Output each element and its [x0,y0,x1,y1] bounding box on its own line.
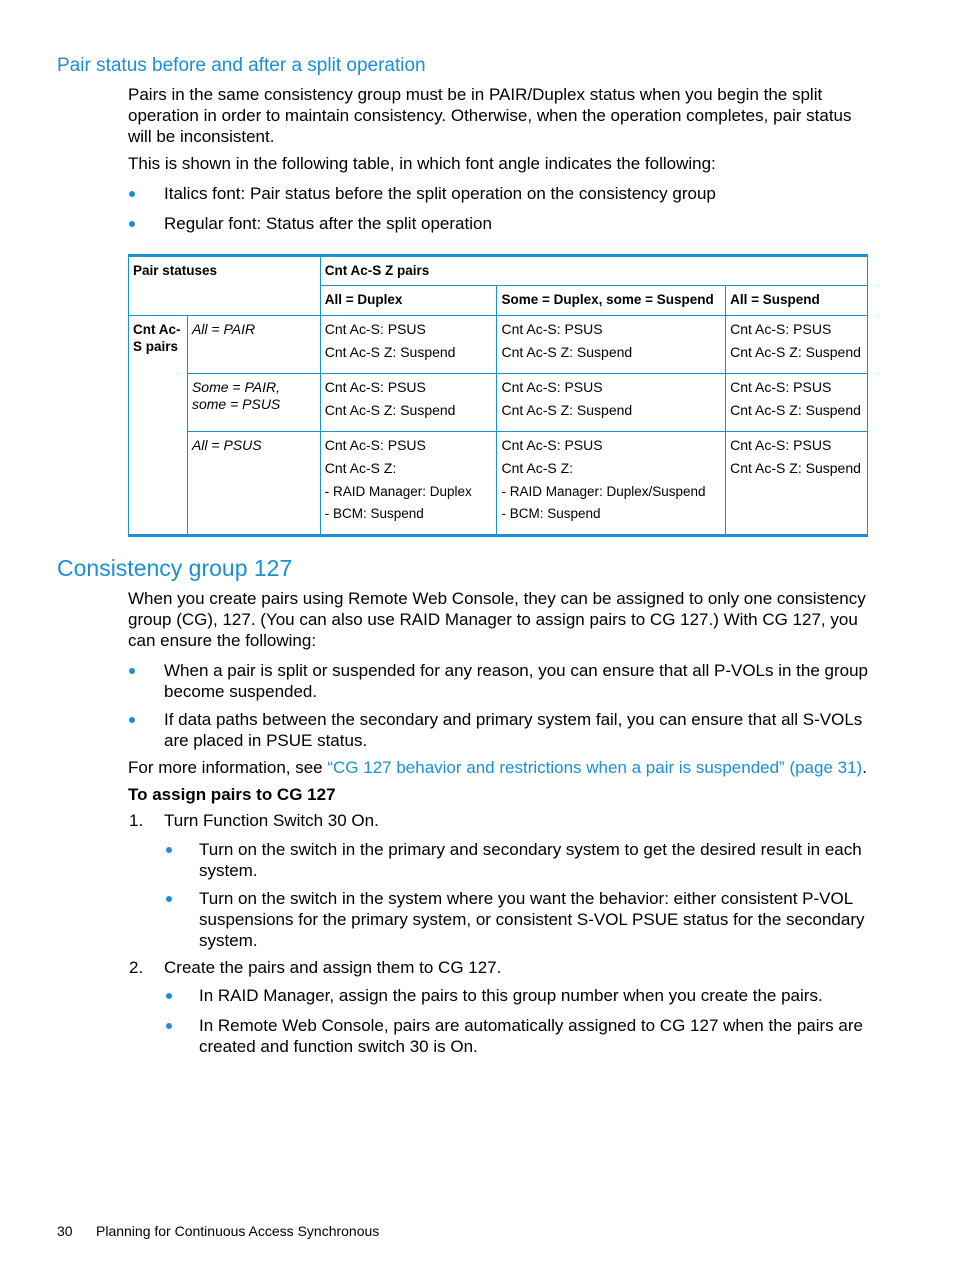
cell-line: Cnt Ac-S Z: Suspend [730,344,861,360]
cell-line: Cnt Ac-S: PSUS [324,437,426,453]
section-heading: Pair status before and after a split operation [57,55,426,76]
cell-line: - RAID Manager: Duplex [324,484,472,499]
list-item: If data paths between the secondary and primary system fail, you can ensure that all S-VOLs are placed in PSUE status. [164,710,863,750]
procedure-title: To assign pairs to CG 127 [128,785,336,804]
step-number: 2. [129,958,144,977]
row-group-label: Cnt Ac-S pairs [129,316,188,536]
table-cell [497,374,726,432]
bullet-icon [166,847,172,853]
table-cell [320,374,497,432]
cell-line: - RAID Manager: Duplex/Suspend [501,484,706,499]
header-z-pairs: Cnt Ac-S Z pairs [320,256,867,286]
cell-line: Cnt Ac-S Z: Suspend [324,344,456,360]
more-info-paragraph [128,757,868,778]
table-row [129,316,868,374]
cell-line: Cnt Ac-S: PSUS [324,321,426,337]
bullet-icon [166,896,172,902]
table-row [129,374,868,432]
table-cell [497,316,726,374]
list-item: In Remote Web Console, pairs are automatically assigned to CG 127 when the pairs are created and function switch 30 is On. [199,1016,863,1056]
cell-line: Cnt Ac-S: PSUS [730,321,832,337]
cell-line: Cnt Ac-S Z: Suspend [730,460,861,476]
table-cell [320,432,497,536]
list-item: When a pair is split or suspended for any reason, you can ensure that all P-VOLs in the group become suspended. [164,661,869,701]
step-text: Turn Function Switch 30 On. [164,811,379,830]
row-label: All = PAIR [187,316,320,374]
cell-line: - BCM: Suspend [501,506,601,521]
more-info-prefix: For more information, see [128,758,328,777]
table-cell [726,432,868,536]
page-number: 30 [57,1223,73,1239]
cell-line: Cnt Ac-S: PSUS [730,437,832,453]
bullet-icon [166,993,172,999]
paragraph: This is shown in the following table, in which font angle indicates the following: [128,154,716,173]
bullet-icon [129,191,135,197]
cell-line: Cnt Ac-S Z: Suspend [501,402,633,418]
section-heading: Consistency group 127 [57,555,293,581]
list-item: In RAID Manager, assign the pairs to this group number when you create the pairs. [199,986,823,1005]
cell-line: Cnt Ac-S: PSUS [324,379,426,395]
bullet-icon [129,221,135,227]
list-item: Turn on the switch in the primary and secondary system to get the desired result in each system. [199,840,862,880]
bullet-icon [166,1023,172,1029]
table-row [129,432,868,536]
step-text: Create the pairs and assign them to CG 127. [164,958,502,977]
column-header: Some = Duplex, some = Suspend [497,286,726,316]
cell-line: Cnt Ac-S: PSUS [730,379,832,395]
cell-line: Cnt Ac-S Z: [501,460,574,476]
list-item: Italics font: Pair status before the split operation on the consistency group [164,184,716,203]
row-label: Some = PAIR, some = PSUS [187,374,320,432]
list-item: Regular font: Status after the split operation [164,214,492,233]
table-cell [497,432,726,536]
list-item: Turn on the switch in the system where you want the behavior: either consistent P-VOL suspensions for the primary system, or consistent S-VOL PSUE status for the secondary system. [199,889,865,950]
cell-line: Cnt Ac-S: PSUS [501,437,603,453]
cell-line: Cnt Ac-S Z: Suspend [324,402,456,418]
footer-chapter: Planning for Continuous Access Synchronous [96,1223,380,1239]
cell-line: Cnt Ac-S: PSUS [501,321,603,337]
pair-status-table [128,254,868,537]
cell-line: Cnt Ac-S Z: Suspend [501,344,633,360]
row-label: All = PSUS [187,432,320,536]
table-cell [320,316,497,374]
cell-line: - BCM: Suspend [324,506,424,521]
column-header: All = Suspend [726,286,868,316]
header-pair-statuses: Pair statuses [129,256,321,316]
bullet-icon [129,668,135,674]
cross-reference-link[interactable]: “CG 127 behavior and restrictions when a pair is suspended” (page 31) [327,758,863,777]
cell-line: Cnt Ac-S Z: [324,460,397,476]
cell-line: Cnt Ac-S Z: Suspend [730,402,861,418]
column-header: All = Duplex [320,286,497,316]
more-info-suffix: . [862,758,867,777]
bullet-icon [129,717,135,723]
table-cell [726,316,868,374]
paragraph: When you create pairs using Remote Web Console, they can be assigned to only one consistency group (CG), 127. (You can also use RAID Manager to assign pairs to CG 127.) With CG 127, you can ensure the following: [128,589,866,650]
cell-line: Cnt Ac-S: PSUS [501,379,603,395]
paragraph: Pairs in the same consistency group must be in PAIR/Duplex status when you begin the split operation in order to maintain consistency. Otherwise, when the operation completes, pair status will be inconsistent. [128,85,852,146]
table-cell [726,374,868,432]
step-number: 1. [129,811,144,830]
